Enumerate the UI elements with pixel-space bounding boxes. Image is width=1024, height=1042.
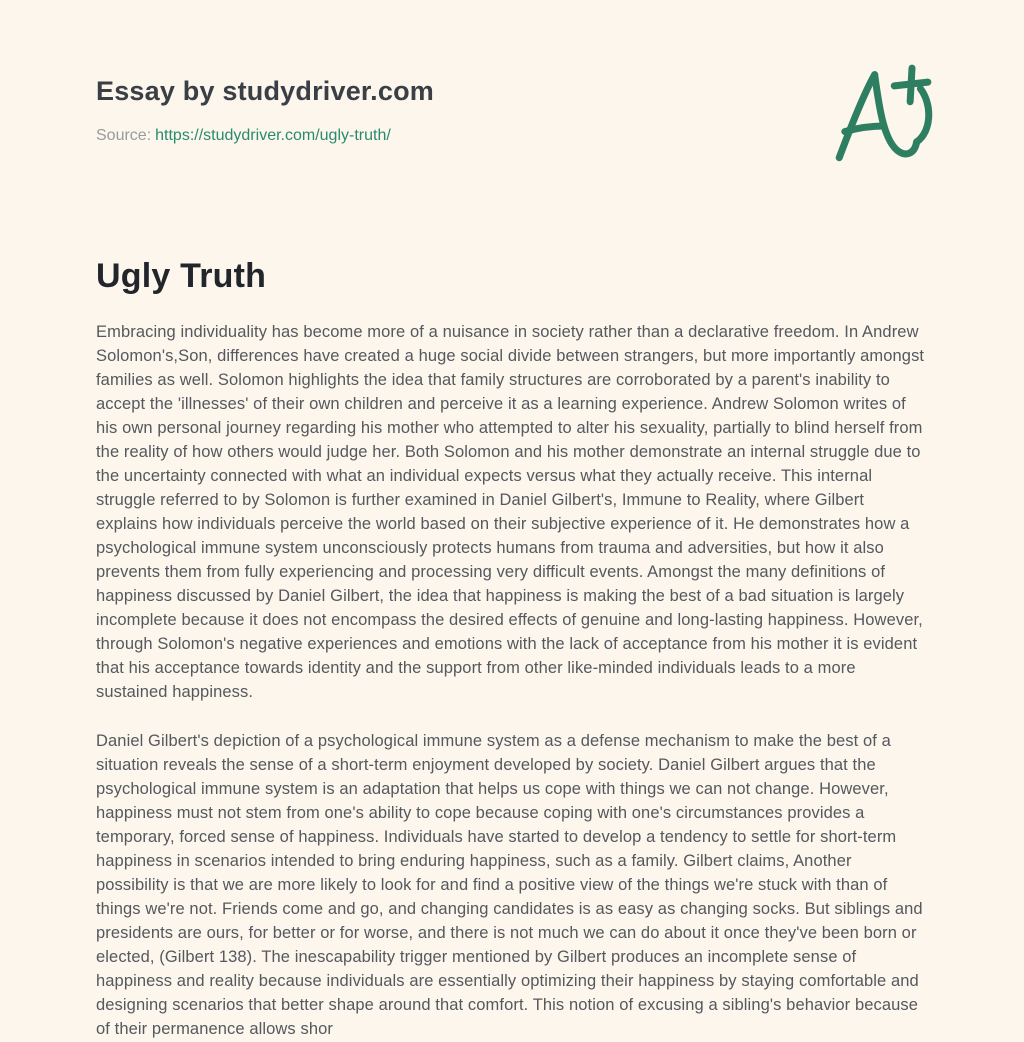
essay-body (96, 320, 928, 1041)
source-label: Source: (96, 127, 152, 144)
essay-by-heading: Essay by studydriver.com (96, 76, 434, 106)
source-link[interactable]: https://studydriver.com/ugly-truth/ (155, 127, 391, 144)
source-line (96, 127, 928, 145)
essay-title: Ugly Truth (96, 257, 267, 295)
essay-paragraph-2: Daniel Gilbert's depiction of a psychological immune system as a defense mechanism to make the best of a situation reveals the sense of a short-term enjoyment developed by society. Daniel Gilbert argues that the psychological immune system is an adaptation that helps us cope with things we can not change. However, happiness must not stem from one's ability to cope because coping with one's circumstances provides a temporary, forced sense of happiness. Individuals have started to develop a tendency to settle for short-term happiness in scenarios intended to bring enduring happiness, such as a family. Gilbert claims, Another possibility is that we are more likely to look for and find a positive view of the things we're stuck with than of things we're not. Friends come and go, and changing candidates is as easy as changing socks. But siblings and presidents are ours, for better or for worse, and there is not much we can do about it once they've been born or elected, (Gilbert 138). The inescapability trigger mentioned by Gilbert produces an incomplete sense of happiness and reality because individuals are essentially optimizing their happiness by staying comfortable and designing scenarios that better shape around that comfort. This notion of excusing a sibling's behavior because of their permanence allows shor (96, 732, 923, 1038)
studydriver-logo (828, 58, 940, 166)
a-plus-logo-icon (828, 58, 940, 166)
essay-paragraph-1: Embracing individuality has become more of a nuisance in society rather than a declarative freedom. In Andrew Solomon's,Son, differences have created a huge social divide between strangers, but more importantly amongst families as well. Solomon highlights the idea that family structures are corroborated by a parent's inability to accept the 'illnesses' of their own children and perceive it as a learning experience. Andrew Solomon writes of his own personal journey regarding his mother who attempted to alter his sexuality, partially to blind herself from the reality of how others would judge her. Both Solomon and his mother demonstrate an internal struggle due to the uncertainty connected with what an individual expects versus what they actually receive. This internal struggle referred to by Solomon is further examined in Daniel Gilbert's, Immune to Reality, where Gilbert explains how individuals perceive the world based on their subjective experience of it. He demonstrates how a psychological immune system unconsciously protects humans from trauma and adversities, but how it also prevents them from fully experiencing and processing very difficult events. Amongst the many definitions of happiness discussed by Daniel Gilbert, the idea that happiness is making the best of a bad situation is largely incomplete because it does not encompass the desired effects of genuine and long-lasting happiness. However, through Solomon's negative experiences and emotions with the lack of acceptance from his mother it is evident that his acceptance towards identity and the support from other like-minded individuals leads to a more sustained happiness. (96, 323, 925, 701)
